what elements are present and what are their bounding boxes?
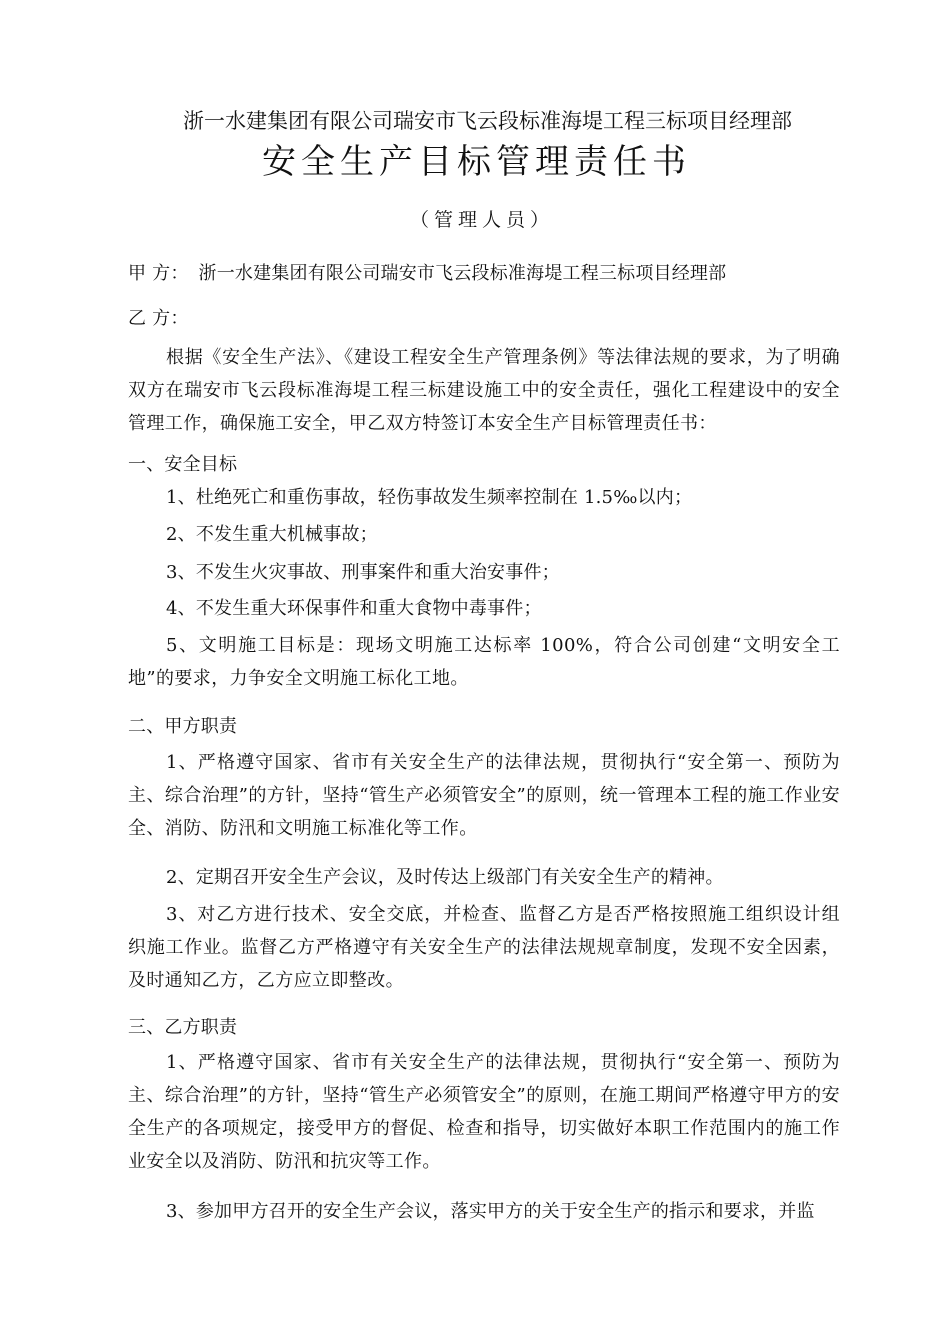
section-3-item-3: 3、参加甲方召开的安全生产会议，落实甲方的关于安全生产的指示和要求，并监	[166, 1201, 815, 1222]
section-2-item-3: 3、对乙方进行技术、安全交底，并检查、监督乙方是否严格按照施工组织设计组织施工作业。监督乙方严格遵守有关安全生产的法律法规规章制度，发现不安全因素，及时通知乙方，乙方应立即整改。	[128, 904, 840, 991]
section-1-item-4: 4、不发生重大环保事件和重大食物中毒事件；	[166, 598, 542, 619]
party-a-name: 浙一水建集团有限公司瑞安市飞云段标准海堤工程三标项目经理部	[198, 263, 727, 284]
document-subtitle: （管理人员）	[410, 209, 555, 231]
section-2-item-2: 2、定期召开安全生产会议，及时传达上级部门有关安全生产的精神。	[166, 867, 724, 888]
section-3-item-1: 1、严格遵守国家、省市有关安全生产的法律法规，贯彻执行“安全第一、预防为主、综合治理”的方针，坚持“管生产必须管安全”的原则，在施工期间严格遵守甲方的安全生产的各项规定，接受甲方的督促、检查和指导，切实做好本职工作范围内的施工作业安全以及消防、防汛和抗灾等工作。	[128, 1052, 840, 1172]
section-1-heading: 一、安全目标	[128, 454, 238, 475]
company-header: 浙一水建集团有限公司瑞安市飞云段标准海堤工程三标项目经理部	[183, 109, 792, 133]
document-title: 安全生产目标管理责任书	[262, 142, 691, 182]
section-1-item-5: 5、文明施工目标是：现场文明施工达标率 100%，符合公司创建“文明安全工地”的要求，力争安全文明施工标化工地。	[128, 635, 840, 689]
section-1-item-2: 2、不发生重大机械事故；	[166, 524, 378, 545]
intro-paragraph: 根据《安全生产法》、《建设工程安全生产管理条例》等法律法规的要求，为了明确双方在瑞安市飞云段标准海堤工程三标建设施工中的安全责任，强化工程建设中的安全管理工作，确保施工安全，甲乙双方特签订本安全生产目标管理责任书：	[128, 347, 840, 434]
party-b-label: 乙 方：	[128, 308, 189, 329]
party-a-label: 甲 方：	[128, 263, 189, 284]
party-a-row	[128, 262, 726, 286]
section-2-item-1: 1、严格遵守国家、省市有关安全生产的法律法规，贯彻执行“安全第一、预防为主、综合治理”的方针，坚持“管生产必须管安全”的原则，统一管理本工程的施工作业安全、消防、防汛和文明施工标准化等工作。	[128, 752, 840, 839]
section-3-heading: 三、乙方职责	[128, 1017, 238, 1038]
section-1-item-1: 1、杜绝死亡和重伤事故，轻伤事故发生频率控制在 1.5‰以内；	[166, 487, 693, 508]
section-2-heading: 二、甲方职责	[128, 716, 238, 737]
section-1-item-3: 3、不发生火灾事故、刑事案件和重大治安事件；	[166, 562, 560, 583]
